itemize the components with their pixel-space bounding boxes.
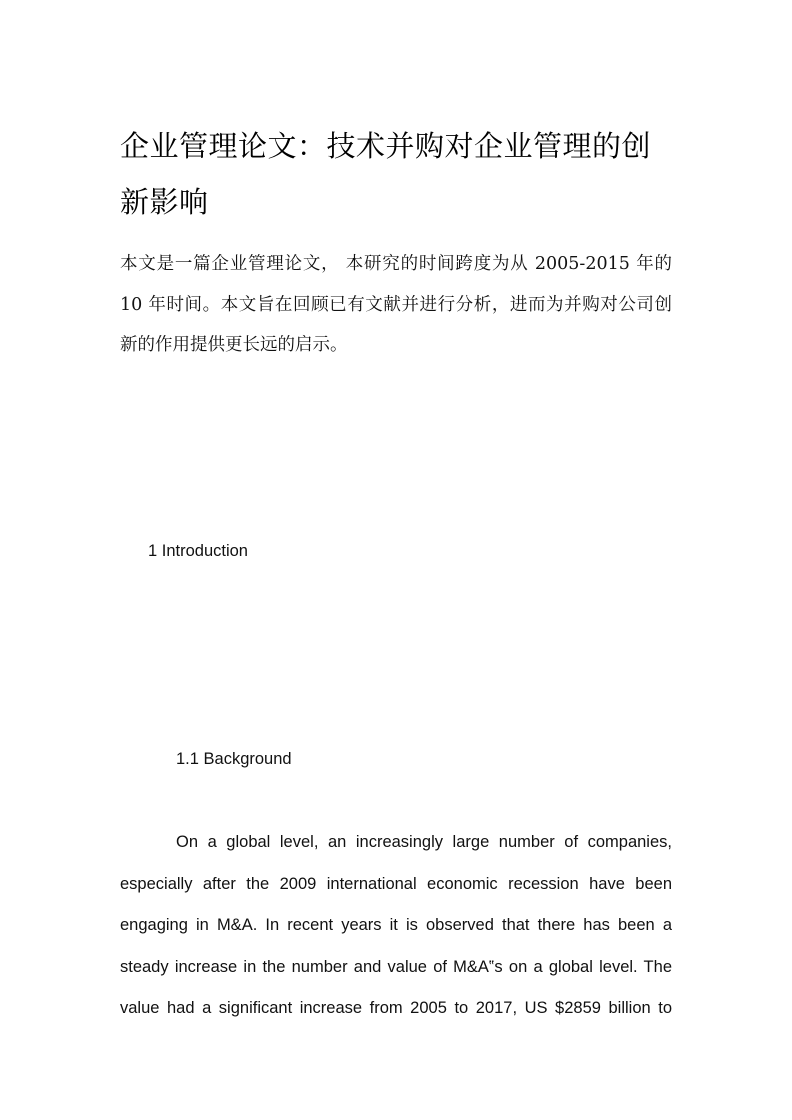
background-paragraph	[120, 822, 672, 1030]
paragraph-line: On a global level, an increasingly large number of companies,	[176, 833, 672, 851]
paragraph-line: steady increase in the number and value of M&A‟s on a global level. The	[120, 957, 672, 976]
paragraph-line: especially after the 2009 international economic recession have been	[120, 874, 672, 893]
subsection-heading-background: 1.1 Background	[176, 750, 292, 768]
paragraph-line: value had a significant increase from 2005 to 2017, US $2859 billion to	[120, 999, 672, 1017]
paragraph-line: engaging in M&A. In recent years it is observed that there has been a	[120, 916, 672, 934]
abstract-paragraph: 本文是一篇企业管理论文， 本研究的时间跨度为从 2005-2015 年的 10 年时间。本文旨在回顾已有文献并进行分析，进而为并购对公司创新的作用提供更长远的启示。	[120, 254, 672, 355]
document-title: 企业管理论文：技术并购对企业管理的创新影响	[120, 129, 652, 219]
section-heading-introduction: 1 Introduction	[148, 542, 248, 560]
